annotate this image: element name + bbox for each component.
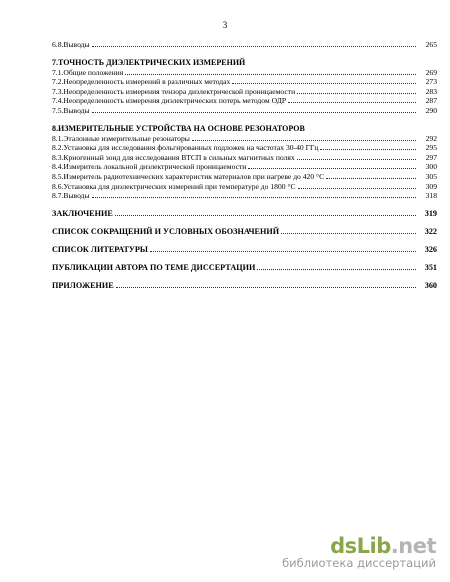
- logo-main-text: dsLib: [330, 534, 391, 558]
- toc-section-text: СПИСОК СОКРАЩЕНИЙ И УСЛОВНЫХ ОБОЗНАЧЕНИЙ: [52, 226, 280, 236]
- toc-entry-text: 7.2.Неопределенность измерений в различных методах: [52, 77, 231, 87]
- toc-section-appendix[interactable]: [52, 281, 437, 291]
- chapter-8-title: 8.ИЗМЕРИТЕЛЬНЫЕ УСТРОЙСТВА НА ОСНОВЕ РЕЗОНАТОРОВ: [52, 123, 305, 133]
- dot-leader: [326, 178, 416, 179]
- toc-section-text: ПРИЛОЖЕНИЕ: [52, 280, 114, 290]
- toc-entry-8-3[interactable]: [52, 153, 437, 163]
- table-of-contents: [52, 40, 437, 291]
- toc-entry-text: 8.4.Измеритель локальной диэлектрической проницаемости: [52, 162, 247, 172]
- toc-entry-text: 6.8.Выводы: [52, 40, 90, 49]
- toc-section-text: ПУБЛИКАЦИИ АВТОРА ПО ТЕМЕ ДИССЕРТАЦИИ: [52, 262, 256, 272]
- dot-leader: [150, 251, 416, 252]
- toc-section-page: 360: [424, 280, 437, 290]
- dslib-watermark: [282, 535, 436, 570]
- dot-leader: [297, 159, 416, 160]
- toc-entry-page: 292: [425, 133, 437, 143]
- toc-entry-page: 273: [425, 77, 437, 87]
- dot-leader: [192, 140, 416, 141]
- toc-entry-7-3[interactable]: [52, 87, 437, 97]
- toc-entry-page: 283: [425, 86, 437, 96]
- toc-entry-page: 265: [425, 40, 437, 49]
- toc-section-publications[interactable]: [52, 263, 437, 273]
- dot-leader: [297, 93, 416, 94]
- toc-section-text: СПИСОК ЛИТЕРАТУРЫ: [52, 244, 148, 254]
- dot-leader: [248, 168, 416, 169]
- toc-entry-page: 269: [425, 67, 437, 77]
- toc-entry-page: 300: [425, 162, 437, 172]
- toc-entry-text: 7.1.Общие положения: [52, 67, 124, 77]
- toc-entry-8-4[interactable]: [52, 162, 437, 172]
- dot-leader: [281, 233, 416, 234]
- toc-entry-7-4[interactable]: [52, 96, 437, 106]
- toc-section-references[interactable]: [52, 245, 437, 255]
- toc-entry-page: 297: [425, 152, 437, 162]
- toc-entry-8-5[interactable]: [52, 172, 437, 182]
- dot-leader: [115, 215, 416, 216]
- toc-entry-text: 7.3.Неопределенность измерения тензора диэлектрической проницаемости: [52, 86, 296, 96]
- toc-entry-text: 8.7.Выводы: [52, 191, 90, 201]
- toc-entry-text: 7.4.Неопределенность измерения диэлектрических потерь методом ОДР: [52, 96, 287, 106]
- toc-entry-text: 8.3.Криогенный зонд для исследования ВТСП в сильных магнитных полях: [52, 152, 295, 162]
- toc-entry-8-1[interactable]: [52, 134, 437, 144]
- dot-leader: [257, 269, 416, 270]
- watermark-subtitle: библиотека диссертаций: [282, 556, 436, 570]
- toc-entry-7-1[interactable]: [52, 68, 437, 78]
- toc-entry-6-8[interactable]: [52, 40, 437, 50]
- toc-entry-8-6[interactable]: [52, 182, 437, 192]
- dot-leader: [298, 188, 416, 189]
- toc-section-page: 326: [424, 244, 437, 254]
- dot-leader: [116, 287, 416, 288]
- toc-entry-7-5[interactable]: [52, 106, 437, 116]
- toc-entry-8-7[interactable]: [52, 191, 437, 201]
- toc-entry-page: 318: [425, 191, 437, 201]
- dot-leader: [92, 112, 416, 113]
- toc-section-page: 319: [424, 208, 437, 218]
- toc-entry-text: 8.1.Эталонные измерительные резонаторы: [52, 133, 190, 143]
- toc-entry-text: 8.5.Измеритель радиотехнических характеристик материалов при нагреве до 420 °С: [52, 171, 325, 181]
- toc-entry-page: 295: [425, 143, 437, 153]
- toc-entry-7-2[interactable]: [52, 77, 437, 87]
- dot-leader: [92, 197, 416, 198]
- toc-entry-page: 309: [425, 181, 437, 191]
- dot-leader: [92, 46, 416, 47]
- chapter-7-title: 7.ТОЧНОСТЬ ДИЭЛЕКТРИЧЕСКИХ ИЗМЕРЕНИЙ: [52, 57, 246, 67]
- toc-section-page: 351: [424, 262, 437, 272]
- toc-section-page: 322: [424, 226, 437, 236]
- toc-entry-page: 305: [425, 171, 437, 181]
- dot-leader: [288, 102, 416, 103]
- dslib-logo: [282, 535, 436, 557]
- toc-section-abbreviations[interactable]: [52, 227, 437, 237]
- dot-leader: [232, 83, 416, 84]
- toc-section-text: ЗАКЛЮЧЕНИЕ: [52, 208, 113, 218]
- dot-leader: [320, 149, 416, 150]
- toc-section-conclusion[interactable]: [52, 209, 437, 219]
- toc-entry-text: 8.6.Установка для диэлектрических измерений при температуре до 1800 °С: [52, 181, 296, 191]
- dot-leader: [125, 74, 416, 75]
- toc-entry-page: 287: [425, 96, 437, 106]
- toc-entry-text: 8.2.Установка для исследования фольгированных подложек на частотах 30-40 ГГц: [52, 143, 319, 153]
- toc-entry-text: 7.5.Выводы: [52, 105, 90, 115]
- toc-entry-8-2[interactable]: [52, 143, 437, 153]
- page-number: 3: [222, 20, 228, 30]
- toc-entry-page: 290: [425, 105, 437, 115]
- logo-tld-text: .net: [390, 534, 436, 558]
